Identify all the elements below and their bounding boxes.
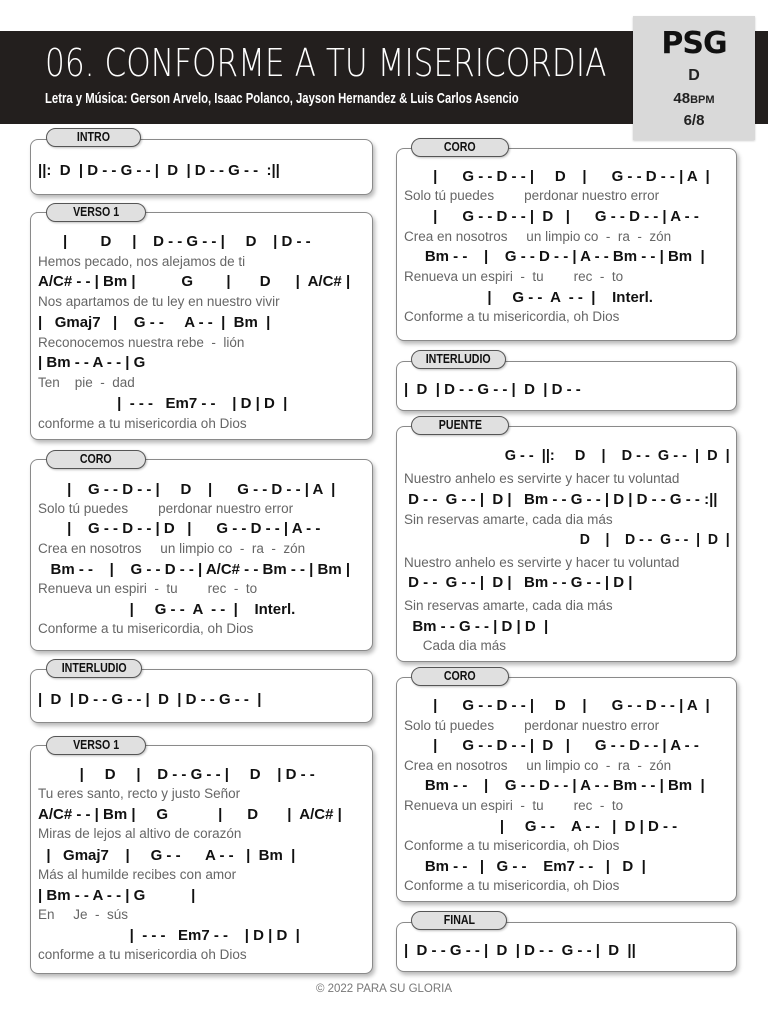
lyric-line: Tu eres santo, recto y justo Señor bbox=[38, 786, 241, 801]
lyric-line: Conforme a tu misericordia, oh Dios bbox=[38, 621, 254, 636]
chord-line: Bm - - | G - - D - - | A - - Bm - - | Bm | bbox=[404, 777, 705, 794]
chord-line: Bm - - | G - - D - - | A/C# - - Bm - - | Bm | bbox=[38, 561, 351, 578]
lyric-line: Sin reservas amarte, cada dia más bbox=[404, 598, 613, 613]
chord-line: | Bm - - A - - | G | bbox=[38, 887, 196, 904]
section-coro-1 bbox=[30, 459, 373, 651]
lyric-line: Nuestro anhelo es servirte y hacer tu voluntad bbox=[404, 471, 680, 486]
lyric-line: Conforme a tu misericordia, oh Dios bbox=[404, 838, 620, 853]
psg-logo-icon: PSG bbox=[661, 26, 727, 61]
lyric-line: Sin reservas amarte, cada dia más bbox=[404, 512, 613, 527]
coro-3-content bbox=[404, 678, 732, 901]
lyric-line: Hemos pecado, nos alejamos de ti bbox=[38, 254, 246, 269]
chord-line: Bm - - G - - | D | D | bbox=[404, 618, 549, 635]
intro-content bbox=[38, 140, 368, 194]
verso1-b-content bbox=[38, 746, 368, 973]
section-intro bbox=[30, 139, 373, 195]
lyric-line: Solo tú puedes perdonar nuestro error bbox=[404, 188, 660, 203]
chord-line: | Gmaj7 | G - - A - - | Bm | bbox=[38, 314, 271, 331]
section-puente bbox=[396, 426, 737, 662]
chord-line: D - - G - - | D | Bm - - G - - | D | bbox=[404, 574, 633, 591]
tag-verso1-b: VERSO 1 bbox=[46, 736, 146, 755]
section-coro-2 bbox=[396, 148, 737, 341]
chord-line: Bm - - | G - - Em7 - - | D | bbox=[404, 858, 646, 875]
chord-line: | G - - A - - | Interl. bbox=[38, 601, 296, 618]
lyric-line: Renueva un espiri - tu rec - to bbox=[404, 798, 624, 813]
song-info-badge bbox=[633, 16, 755, 140]
lyric-line: Nos apartamos de tu ley en nuestro vivir bbox=[38, 294, 280, 309]
chord-line: | D | D - - G - - | D | D - - bbox=[38, 766, 315, 783]
chord-line: | D - - G - - | D | D - - G - - | D || bbox=[404, 942, 636, 959]
lyric-line: Crea en nosotros un limpio co - ra - zón bbox=[404, 229, 672, 244]
song-tempo bbox=[633, 90, 755, 107]
chord-line: | D | D - - G - - | D | D - - G - - | bbox=[38, 691, 262, 708]
lyric-line: Conforme a tu misericordia, oh Dios bbox=[404, 309, 620, 324]
interludio-2-content bbox=[404, 362, 732, 410]
chord-line: | - - - Em7 - - | D | D | bbox=[38, 927, 300, 944]
lyric-line: Reconocemos nuestra rebe - lión bbox=[38, 335, 245, 350]
lyric-line: Renueva un espiri - tu rec - to bbox=[404, 269, 624, 284]
lyric-line: Crea en nosotros un limpio co - ra - zón bbox=[38, 541, 306, 556]
song-meter: 6/8 bbox=[683, 112, 705, 129]
tag-coro-1: CORO bbox=[46, 450, 146, 469]
final-content bbox=[404, 923, 732, 971]
coro-2-content bbox=[404, 149, 732, 340]
lyric-line: Solo tú puedes perdonar nuestro error bbox=[404, 718, 660, 733]
tag-interludio-1: INTERLUDIO bbox=[46, 659, 142, 678]
copyright-footer: © 2022 PARA SU GLORIA bbox=[315, 983, 453, 995]
lyric-line: Más al humilde recibes con amor bbox=[38, 867, 237, 882]
chord-line: D | D - - G - - | D | bbox=[404, 531, 730, 548]
chord-line: A/C# - - | Bm | G | D | A/C# | bbox=[38, 806, 342, 823]
lyric-line: En Je - sús bbox=[38, 907, 129, 922]
tag-verso1-a: VERSO 1 bbox=[46, 203, 146, 222]
chord-line: ||: D | D - - G - - | D | D - - G - - :|| bbox=[38, 162, 280, 179]
chord-line: | G - - D - - | D | G - - D - - | A - - bbox=[404, 737, 699, 754]
tag-interludio-2: INTERLUDIO bbox=[411, 350, 506, 369]
song-title: 06. CONFORME A TU MISERICORDIA bbox=[45, 41, 607, 85]
tempo-value: 48 bbox=[673, 90, 691, 107]
chord-line: | G - - D - - | D | G - - D - - | A | bbox=[38, 481, 336, 498]
tag-final: FINAL bbox=[411, 911, 507, 930]
chord-line: A/C# - - | Bm | G | D | A/C# | bbox=[38, 273, 351, 290]
song-key: D bbox=[688, 67, 700, 84]
section-verso1-b bbox=[30, 745, 373, 974]
lyric-line: Nuestro anhelo es servirte y hacer tu voluntad bbox=[404, 555, 680, 570]
section-verso1-a bbox=[30, 212, 373, 440]
tempo-unit: BPM bbox=[690, 94, 715, 106]
chord-line: | G - - D - - | D | G - - D - - | A | bbox=[404, 168, 710, 185]
chord-line: | G - - D - - | D | G - - D - - | A - - bbox=[404, 208, 699, 225]
chord-line: G - - ||: D | D - - G - - | D | bbox=[404, 447, 730, 464]
chord-line: | G - - D - - | D | G - - D - - | A - - bbox=[38, 520, 321, 537]
lyric-line: Cada dia más bbox=[404, 638, 507, 653]
chord-line: | G - - D - - | D | G - - D - - | A | bbox=[404, 697, 710, 714]
verso1-a-content bbox=[38, 213, 368, 439]
tag-coro-3: CORO bbox=[411, 667, 509, 686]
lyric-line: Miras de lejos al altivo de corazón bbox=[38, 826, 242, 841]
tag-coro-2: CORO bbox=[411, 138, 509, 157]
chord-line: D - - G - - | D | Bm - - G - - | D | D - - G - - :|| bbox=[404, 491, 718, 508]
coro-1-content bbox=[38, 460, 368, 650]
section-coro-3 bbox=[396, 677, 737, 902]
puente-content bbox=[404, 427, 732, 661]
chord-line: | Bm - - A - - | G bbox=[38, 354, 146, 371]
chord-line: | D | D - - G - - | D | D - - bbox=[404, 381, 581, 398]
lyric-line: conforme a tu misericordia oh Dios bbox=[38, 416, 247, 431]
chord-line: | Gmaj7 | G - - A - - | Bm | bbox=[38, 847, 296, 864]
lyric-line: Renueva un espiri - tu rec - to bbox=[38, 581, 258, 596]
tag-puente: PUENTE bbox=[411, 416, 509, 435]
tag-intro: INTRO bbox=[46, 128, 141, 147]
lyric-line: Crea en nosotros un limpio co - ra - zón bbox=[404, 758, 672, 773]
chord-line: | G - - A - - | Interl. bbox=[404, 289, 653, 306]
lyric-line: conforme a tu misericordia oh Dios bbox=[38, 947, 247, 962]
chord-line: | G - - A - - | D | D - - bbox=[404, 818, 678, 835]
lyric-line: Solo tú puedes perdonar nuestro error bbox=[38, 501, 294, 516]
chord-line: Bm - - | G - - D - - | A - - Bm - - | Bm | bbox=[404, 248, 705, 265]
song-credits: Letra y Música: Gerson Arvelo, Isaac Polanco, Jayson Hernandez & Luis Carlos Asencio bbox=[45, 91, 519, 107]
chord-line: | D | D - - G - - | D | D - - bbox=[38, 233, 311, 250]
chord-line: | - - - Em7 - - | D | D | bbox=[38, 395, 288, 412]
lyric-line: Ten pie - dad bbox=[38, 375, 135, 390]
lyric-line: Conforme a tu misericordia, oh Dios bbox=[404, 878, 620, 893]
